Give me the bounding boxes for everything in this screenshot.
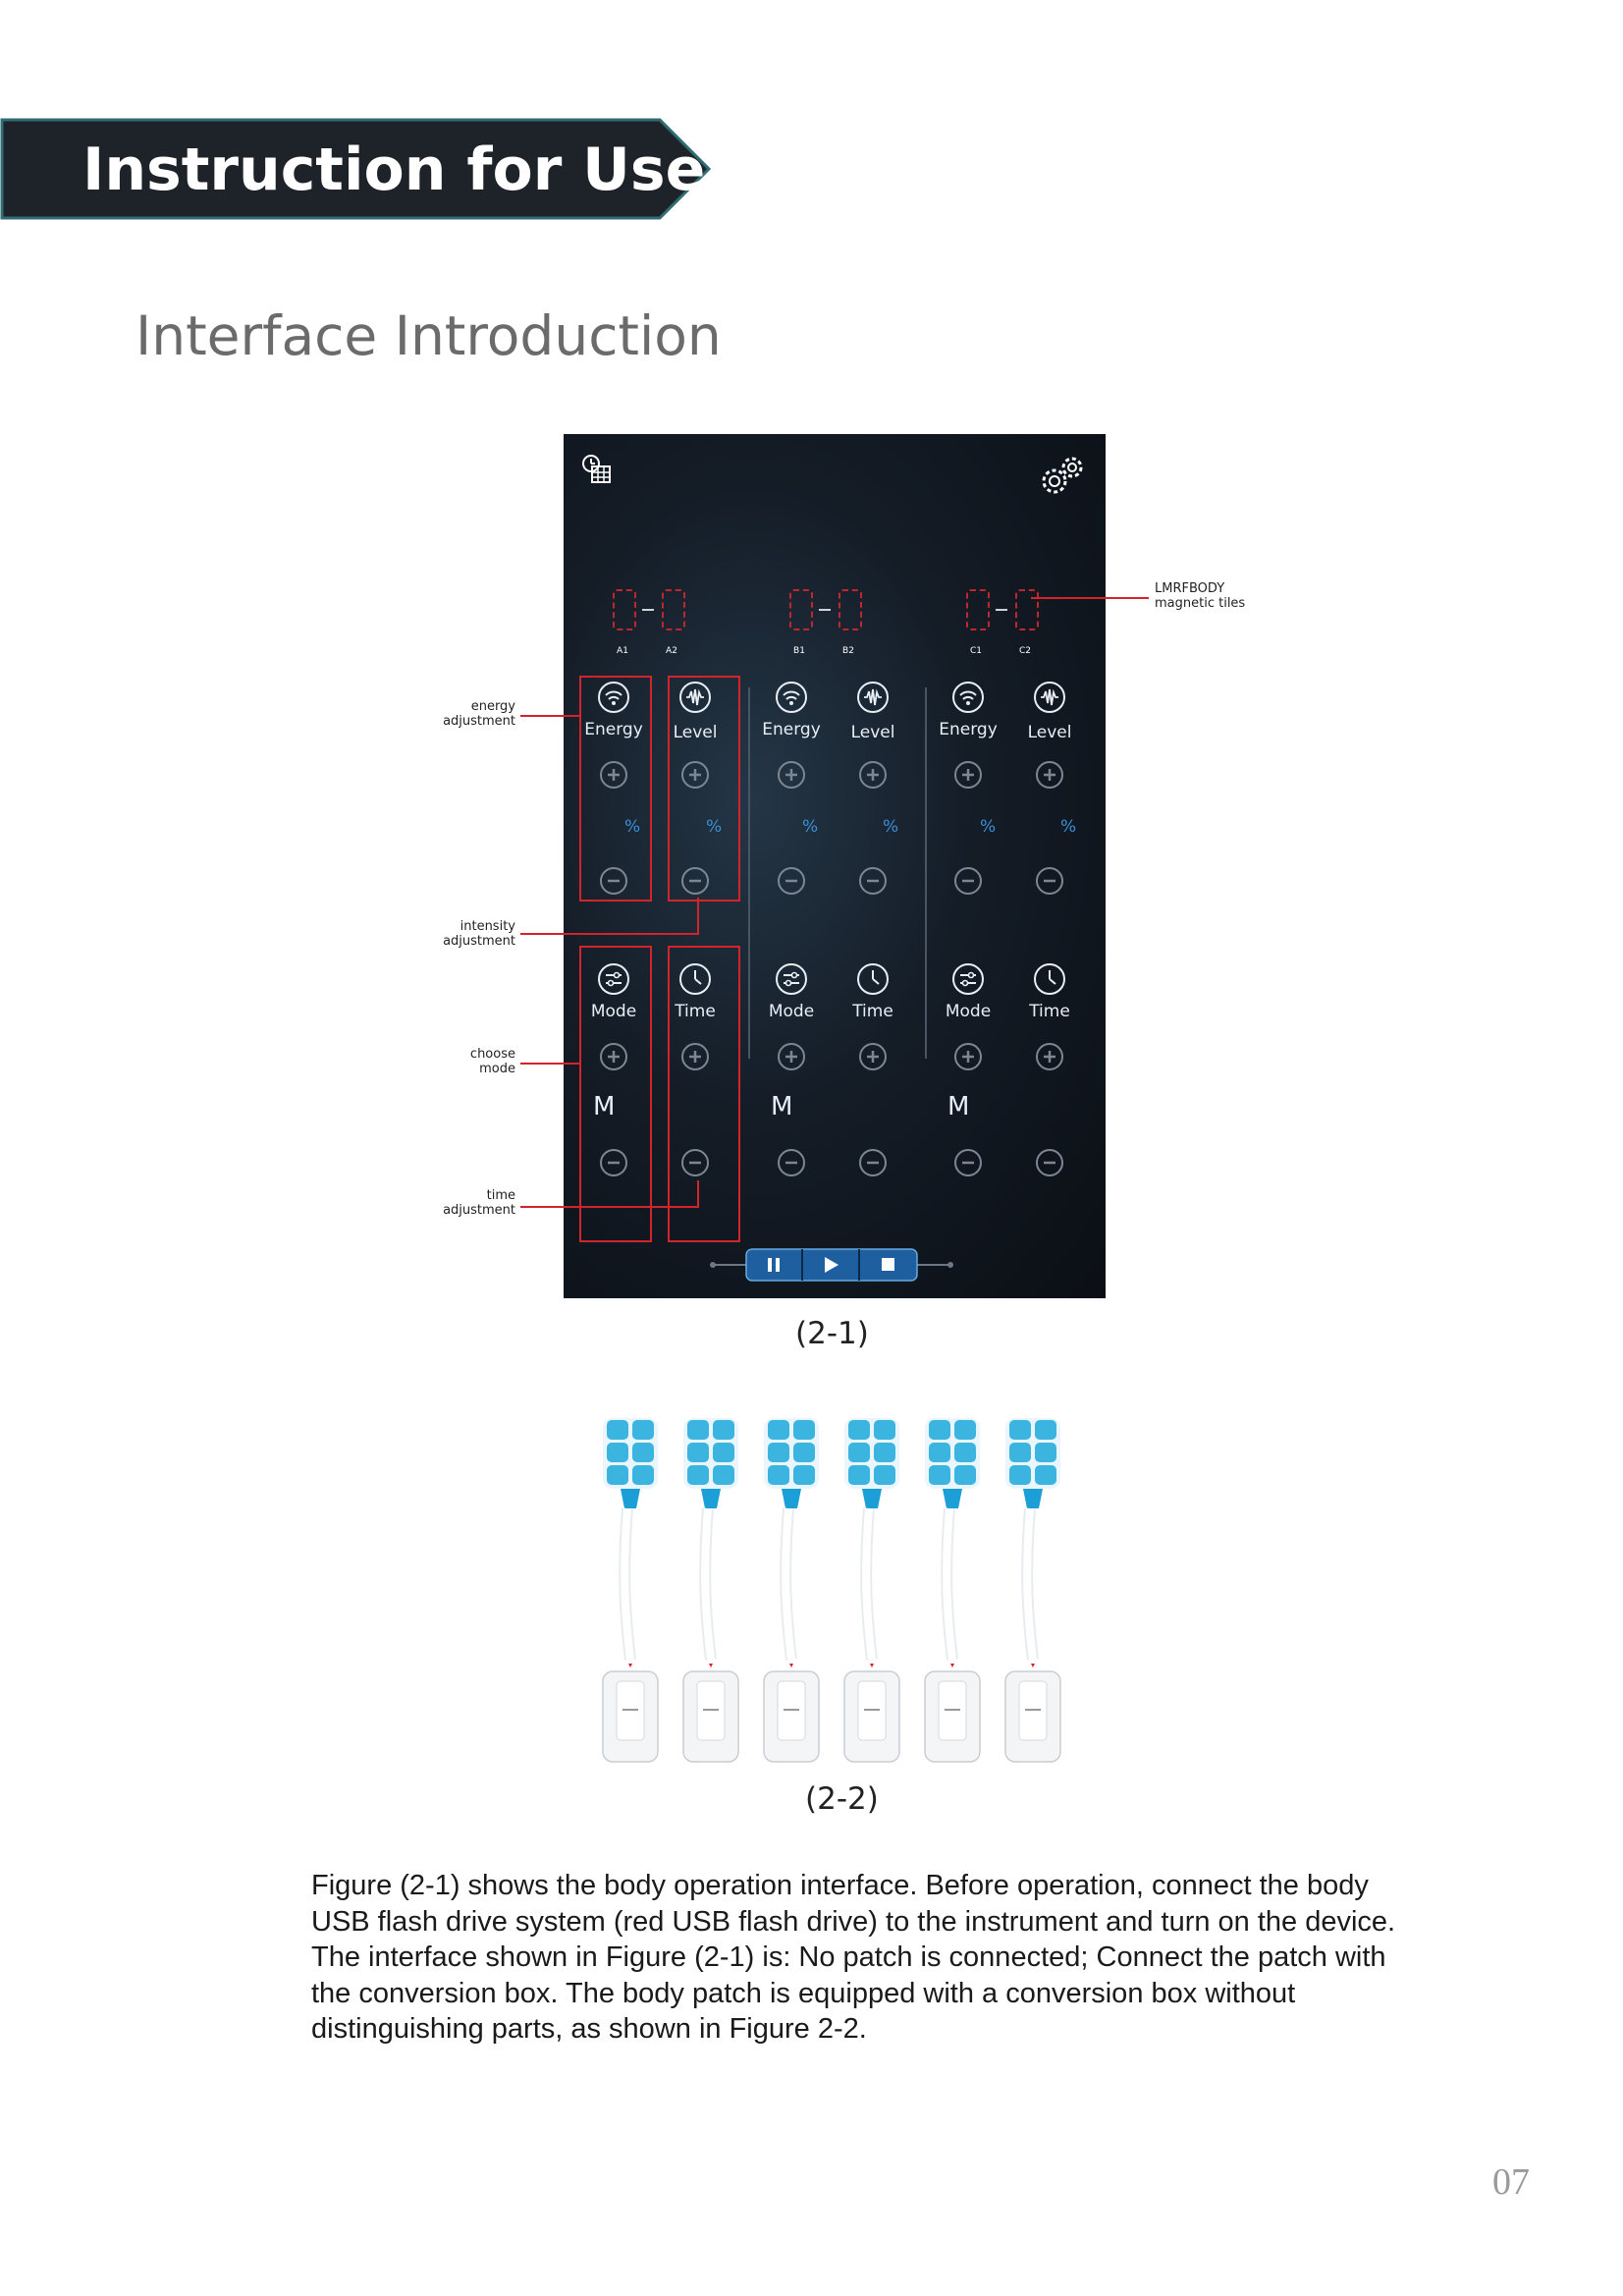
mode-value: M (593, 1092, 616, 1121)
mode-value: M (771, 1092, 793, 1121)
energy-label: Energy (584, 720, 643, 739)
figure-caption-2-2: (2-2) (805, 1781, 879, 1817)
annotation-text: intensity (460, 919, 515, 934)
annotation-text: adjustment (443, 1203, 515, 1218)
annotation-time (393, 1188, 515, 1218)
energy-percent: % (980, 817, 997, 837)
patch-label: B1 (793, 646, 805, 656)
energy-label: Energy (762, 720, 821, 739)
device-screen (564, 434, 1106, 1298)
time-highlight-box (668, 946, 740, 1242)
energy-label: Energy (939, 720, 998, 739)
page-title: Instruction for Use (82, 136, 706, 204)
annotation-line (520, 1063, 581, 1065)
level-label: Level (850, 723, 895, 742)
section-title: Interface Introduction (135, 304, 722, 367)
patch-label: B2 (842, 646, 854, 656)
time-label: Time (1029, 1002, 1070, 1021)
annotation-line (520, 1206, 699, 1208)
stop-button[interactable] (860, 1249, 916, 1281)
pause-button[interactable] (746, 1249, 802, 1281)
annotation-line (697, 1180, 699, 1208)
level-percent: % (1060, 817, 1077, 837)
body-paragraph: Figure (2-1) shows the body operation interface. Before operation, connect the body USB flash drive system (red USB flash drive) to the instrument and turn on the device. The interface shown in Figure (2-1) is: No patch is connected; Connect the patch with the conversion box. The body patch is equipped with a conversion box without distinguishing parts, as shown in Figure 2-2. (311, 1870, 1396, 2045)
energy-highlight-box (579, 676, 652, 902)
annotation-line (520, 933, 699, 935)
annotation-intensity (393, 919, 515, 949)
annotation-line (520, 715, 581, 717)
annotation-text: mode (479, 1062, 515, 1076)
mode-highlight-box (579, 946, 652, 1242)
annotation-line (1031, 597, 1149, 599)
mode-label: Mode (768, 1002, 815, 1021)
level-percent: % (706, 817, 723, 837)
mode-label: Mode (945, 1002, 992, 1021)
annotation-text: magnetic tiles (1155, 596, 1246, 611)
annotation-line (697, 898, 699, 935)
annotation-text: time (486, 1188, 515, 1203)
patch-label: C2 (1018, 646, 1031, 656)
mode-value: M (947, 1092, 970, 1121)
patch-label: A1 (617, 646, 628, 656)
time-label: Time (675, 1002, 716, 1021)
time-label: Time (852, 1002, 893, 1021)
annotation-text: adjustment (443, 934, 515, 949)
level-label: Level (1027, 723, 1072, 742)
energy-percent: % (624, 817, 641, 837)
level-highlight-box (668, 676, 740, 902)
energy-percent: % (802, 817, 819, 837)
patch-label: C1 (969, 646, 982, 656)
annotation-text: adjustment (443, 714, 515, 729)
annotation-text: choose (469, 1047, 515, 1062)
level-percent: % (883, 817, 899, 837)
body-patches-figure (589, 1414, 1100, 1787)
mode-label: Mode (590, 1002, 637, 1021)
patch-label: A2 (666, 646, 677, 656)
figure-caption-2-1: (2-1) (795, 1316, 869, 1351)
level-label: Level (673, 723, 718, 742)
play-button[interactable] (803, 1249, 859, 1281)
annotation-mode (393, 1047, 515, 1076)
page-number: 07 (1492, 2161, 1530, 2203)
annotation-magnetic (1155, 581, 1245, 611)
annotation-text: energy (470, 699, 515, 714)
annotation-text: LMRFBODY (1155, 581, 1225, 596)
annotation-energy (393, 699, 515, 729)
